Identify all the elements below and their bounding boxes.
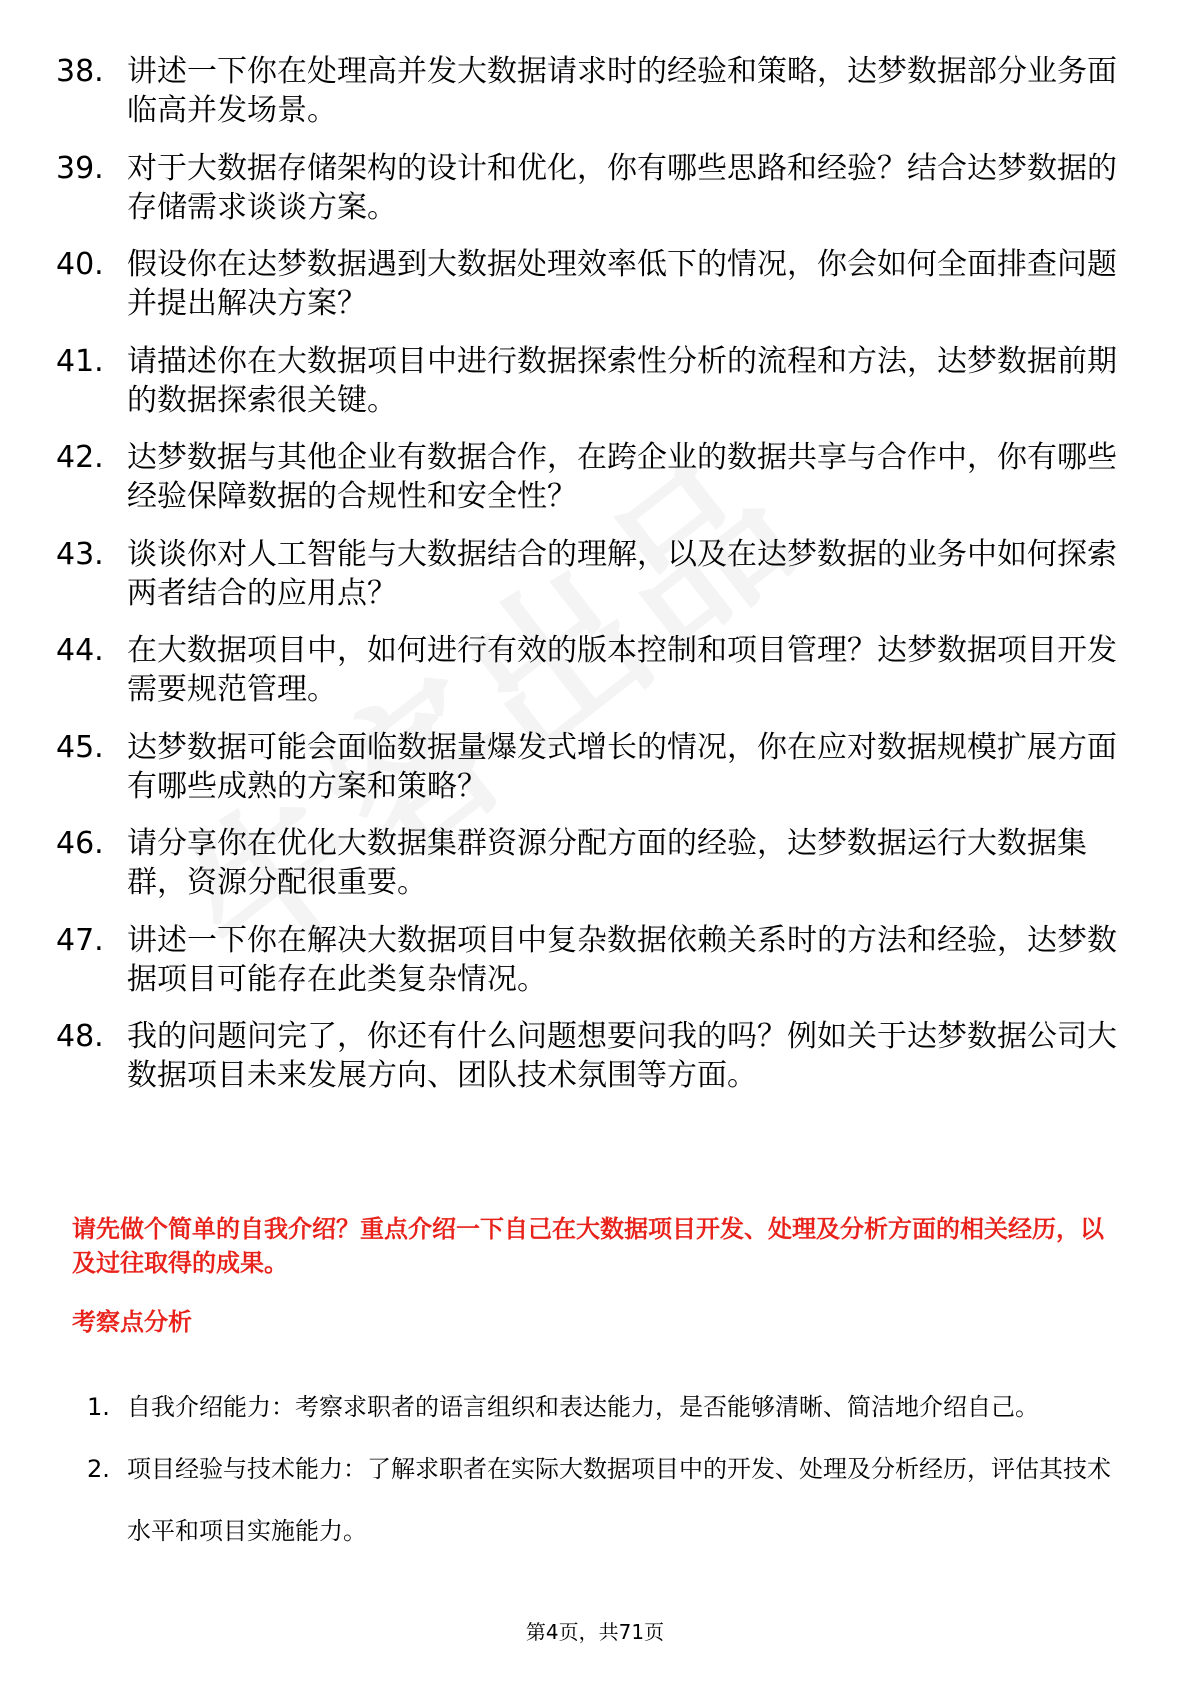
question-list (56, 52, 1136, 1114)
analysis-number: 1. (87, 1393, 110, 1421)
question-text: 请分享你在优化大数据集群资源分配方面的经验，达梦数据运行大数据集群，资源分配很重要。 (127, 826, 1087, 900)
highlight-question: 请先做个简单的自我介绍？重点介绍一下自己在大数据项目开发、处理及分析方面的相关经历，以及过往取得的成果。 (72, 1215, 1104, 1277)
analysis-text: 自我介绍能力：考察求职者的语言组织和表达能力，是否能够清晰、简洁地介绍自己。 (127, 1393, 1039, 1421)
question-item (56, 438, 1136, 516)
question-number: 40. (56, 247, 104, 282)
question-number: 43. (56, 536, 104, 572)
question-item (56, 52, 1136, 130)
question-number: 45. (56, 729, 104, 765)
question-text: 讲述一下你在处理高并发大数据请求时的经验和策略，达梦数据部分业务面临高并发场景。 (127, 54, 1117, 128)
question-number: 47. (56, 922, 104, 958)
question-item (56, 824, 1136, 902)
question-item (56, 149, 1136, 227)
question-number: 46. (56, 826, 104, 861)
analysis-number: 2. (87, 1455, 110, 1483)
question-text: 我的问题问完了，你还有什么问题想要问我的吗？例如关于达梦数据公司大数据项目未来发展方向、团队技术氛围等方面。 (127, 1019, 1117, 1093)
page-footer: 第4页，共71页 (525, 1620, 665, 1644)
question-text: 达梦数据与其他企业有数据合作，在跨企业的数据共享与合作中，你有哪些经验保障数据的合规性和安全性？ (127, 440, 1117, 514)
question-text: 对于大数据存储架构的设计和优化，你有哪些思路和经验？结合达梦数据的存储需求谈谈方案。 (127, 150, 1117, 225)
question-number: 44. (56, 633, 104, 668)
question-text: 在大数据项目中，如何进行有效的版本控制和项目管理？达梦数据项目开发需要规范管理。 (127, 633, 1117, 707)
question-item (56, 631, 1136, 709)
analysis-list (72, 1376, 1122, 1562)
analysis-heading: 考察点分析 (72, 1308, 192, 1336)
question-number: 48. (56, 1019, 104, 1054)
question-item (56, 245, 1136, 323)
question-number: 42. (56, 440, 104, 475)
question-text: 谈谈你对人工智能与大数据结合的理解，以及在达梦数据的业务中如何探索两者结合的应用点？ (127, 536, 1117, 611)
analysis-item (72, 1376, 1122, 1438)
question-item (56, 342, 1136, 420)
question-item (56, 921, 1136, 999)
analysis-item (72, 1438, 1122, 1562)
question-item (56, 728, 1136, 806)
question-item (56, 1017, 1136, 1095)
analysis-text: 项目经验与技术能力：了解求职者在实际大数据项目中的开发、处理及分析经历，评估其技术水平和项目实施能力。 (127, 1455, 1111, 1545)
question-number: 38. (56, 54, 104, 89)
question-text: 假设你在达梦数据遇到大数据处理效率低下的情况，你会如何全面排查问题并提出解决方案？ (127, 247, 1117, 321)
question-text: 达梦数据可能会面临数据量爆发式增长的情况，你在应对数据规模扩展方面有哪些成熟的方案和策略？ (127, 729, 1117, 804)
question-text: 请描述你在大数据项目中进行数据探索性分析的流程和方法，达梦数据前期的数据探索很关键。 (127, 343, 1117, 418)
question-item (56, 535, 1136, 613)
question-number: 39. (56, 150, 104, 186)
question-text: 讲述一下你在解决大数据项目中复杂数据依赖关系时的方法和经验，达梦数据项目可能存在此类复杂情况。 (127, 922, 1117, 997)
question-number: 41. (56, 343, 104, 379)
